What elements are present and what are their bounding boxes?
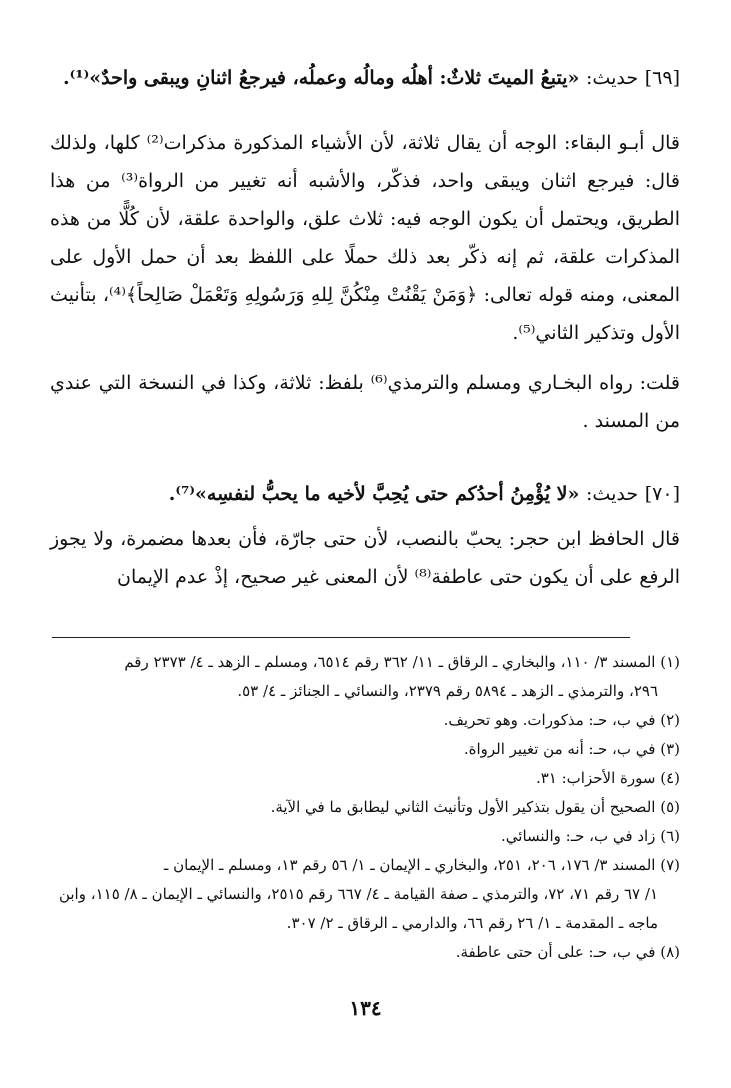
- commentary-69-paragraph-1: قال أبـو البقاء: الوجه أن يقال ثلاثة، لأن الأشياء المذكورة مذكرات⁽²⁾ كلها، ولذلك قال: فيرجع اثنان ويبقى واحد، فذكّر، والأشبه أنه تغيير من الرواة⁽³⁾ من هذا الطريق، ويحتمل أن يكون الوجه فيه: ثلاث علق، والواحدة علقة، لأن كُلًّا من هذه المذكرات علقة، ثم إنه ذكّر بعد ذلك حملًا على اللفظ بعد أن حمل الأول على المعنى، ومنه قوله تعالى: ﴿وَمَنْ يَقْنُتْ مِنْكُنَّ لِلهِ وَرَسُولِهِ وَتَعْمَلْ صَالِحاً﴾⁽⁴⁾، بتأنيث الأول وتذكير الثاني⁽⁵⁾.: [50, 132, 681, 344]
- footnote-1-continuation: ٢٩٦، والترمذي ـ الزهد ـ ٥٨٩٤ رقم ٢٣٧٩، والنسائي ـ الجنائز ـ ٤/ ٥٣.: [237, 682, 658, 700]
- hadith-69-heading: [50, 60, 680, 96]
- footnote-3-mark: (٣): [660, 740, 680, 758]
- footnotes: [50, 648, 680, 967]
- footnote-8-mark: (٨): [660, 943, 680, 961]
- footnote-7-continuation: ١/ ٦٧ رقم ٧١، ٧٢، والترمذي ـ صفة القيامة ـ ٤/ ٦٦٧ رقم ٢٥١٥، والنسائي ـ الإيمان ـ ٨/ ١١٥، وابن ماجه ـ المقدمة ـ ١/ ٢٦ رقم ٦٦، والدارمي ـ الرقاق ـ ٢/ ٣٠٧.: [58, 885, 658, 932]
- footnote-6: [50, 822, 680, 851]
- footnote-4: [50, 764, 680, 793]
- footnote-5-mark: (٥): [660, 798, 680, 816]
- footnote-5: [50, 793, 680, 822]
- footnote-6-mark: (٦): [660, 827, 680, 845]
- hadith-70-number: [٧٠]: [644, 483, 680, 505]
- hadith-69-number: [٦٩]: [644, 67, 680, 89]
- page-body: [50, 60, 680, 596]
- hadith-69-text: «يتبعُ الميتَ ثلاثٌ: أهلُه ومالُه وعملُه، فيرجعُ اثنانِ ويبقى واحدٌ»⁽¹⁾.: [63, 67, 580, 89]
- hadith-70-heading: [50, 476, 680, 512]
- footnote-3-text: في ب، حـ: أنه من تغيير الرواة.: [463, 740, 656, 758]
- hadith-70-intro: حديث:: [586, 483, 639, 505]
- commentary-70-paragraph-1: قال الحافظ ابن حجر: يحبّ بالنصب، لأن حتى جارّة، فأن بعدها مضمرة، ولا يجوز الرفع على أن يكون حتى عاطفة⁽⁸⁾ لأن المعنى غير صحيح، إذْ عدم الإيمان: [50, 528, 680, 588]
- footnote-2-text: في ب، حـ: مذكورات. وهو تحريف.: [443, 711, 656, 729]
- footnote-2: [50, 706, 680, 735]
- footnote-8-text: في ب، حـ: على أن حتى عاطفة.: [455, 943, 656, 961]
- commentary-69-paragraph-2: قلت: رواه البخـاري ومسلم والترمذي⁽⁶⁾ بلفظ: ثلاثة، وكذا في النسخة التي عندي من المسند .: [50, 372, 680, 432]
- footnote-4-mark: (٤): [660, 769, 680, 787]
- footnote-1-text: المسند ٣/ ١١٠، والبخاري ـ الرقاق ـ ١١/ ٣٦٢ رقم ٦٥١٤، ومسلم ـ الزهد ـ ٤/ ٢٣٧٣ رقم: [124, 653, 656, 671]
- footnote-7-mark: (٧): [660, 856, 680, 874]
- footnote-divider: [52, 637, 630, 638]
- footnote-7-text: المسند ٣/ ١٧٦، ٢٠٦، ٢٥١، والبخاري ـ الإيمان ـ ١/ ٥٦ رقم ١٣، ومسلم ـ الإيمان ـ: [163, 856, 656, 874]
- footnote-6-text: زاد في ب، حـ: والنسائي.: [501, 827, 656, 845]
- footnote-5-text: الصحيح أن يقول بتذكير الأول وتأنيث الثاني ليطابق ما في الآية.: [270, 798, 656, 816]
- footnote-8: [50, 938, 680, 967]
- footnote-7: [50, 851, 680, 938]
- hadith-69-intro: حديث:: [586, 67, 639, 89]
- hadith-70-text: «لا يُؤْمِنُ أحدُكم حتى يُحِبَّ لأخيه ما يحبُّ لنفسِه»⁽⁷⁾.: [168, 483, 580, 505]
- page-number: ١٣٤: [349, 996, 382, 1020]
- footnote-1-mark: (١): [660, 653, 680, 671]
- footnote-2-mark: (٢): [660, 711, 680, 729]
- footnote-4-text: سورة الأحزاب: ٣١.: [535, 769, 656, 787]
- footnote-1: [50, 648, 680, 706]
- footnote-3: [50, 735, 680, 764]
